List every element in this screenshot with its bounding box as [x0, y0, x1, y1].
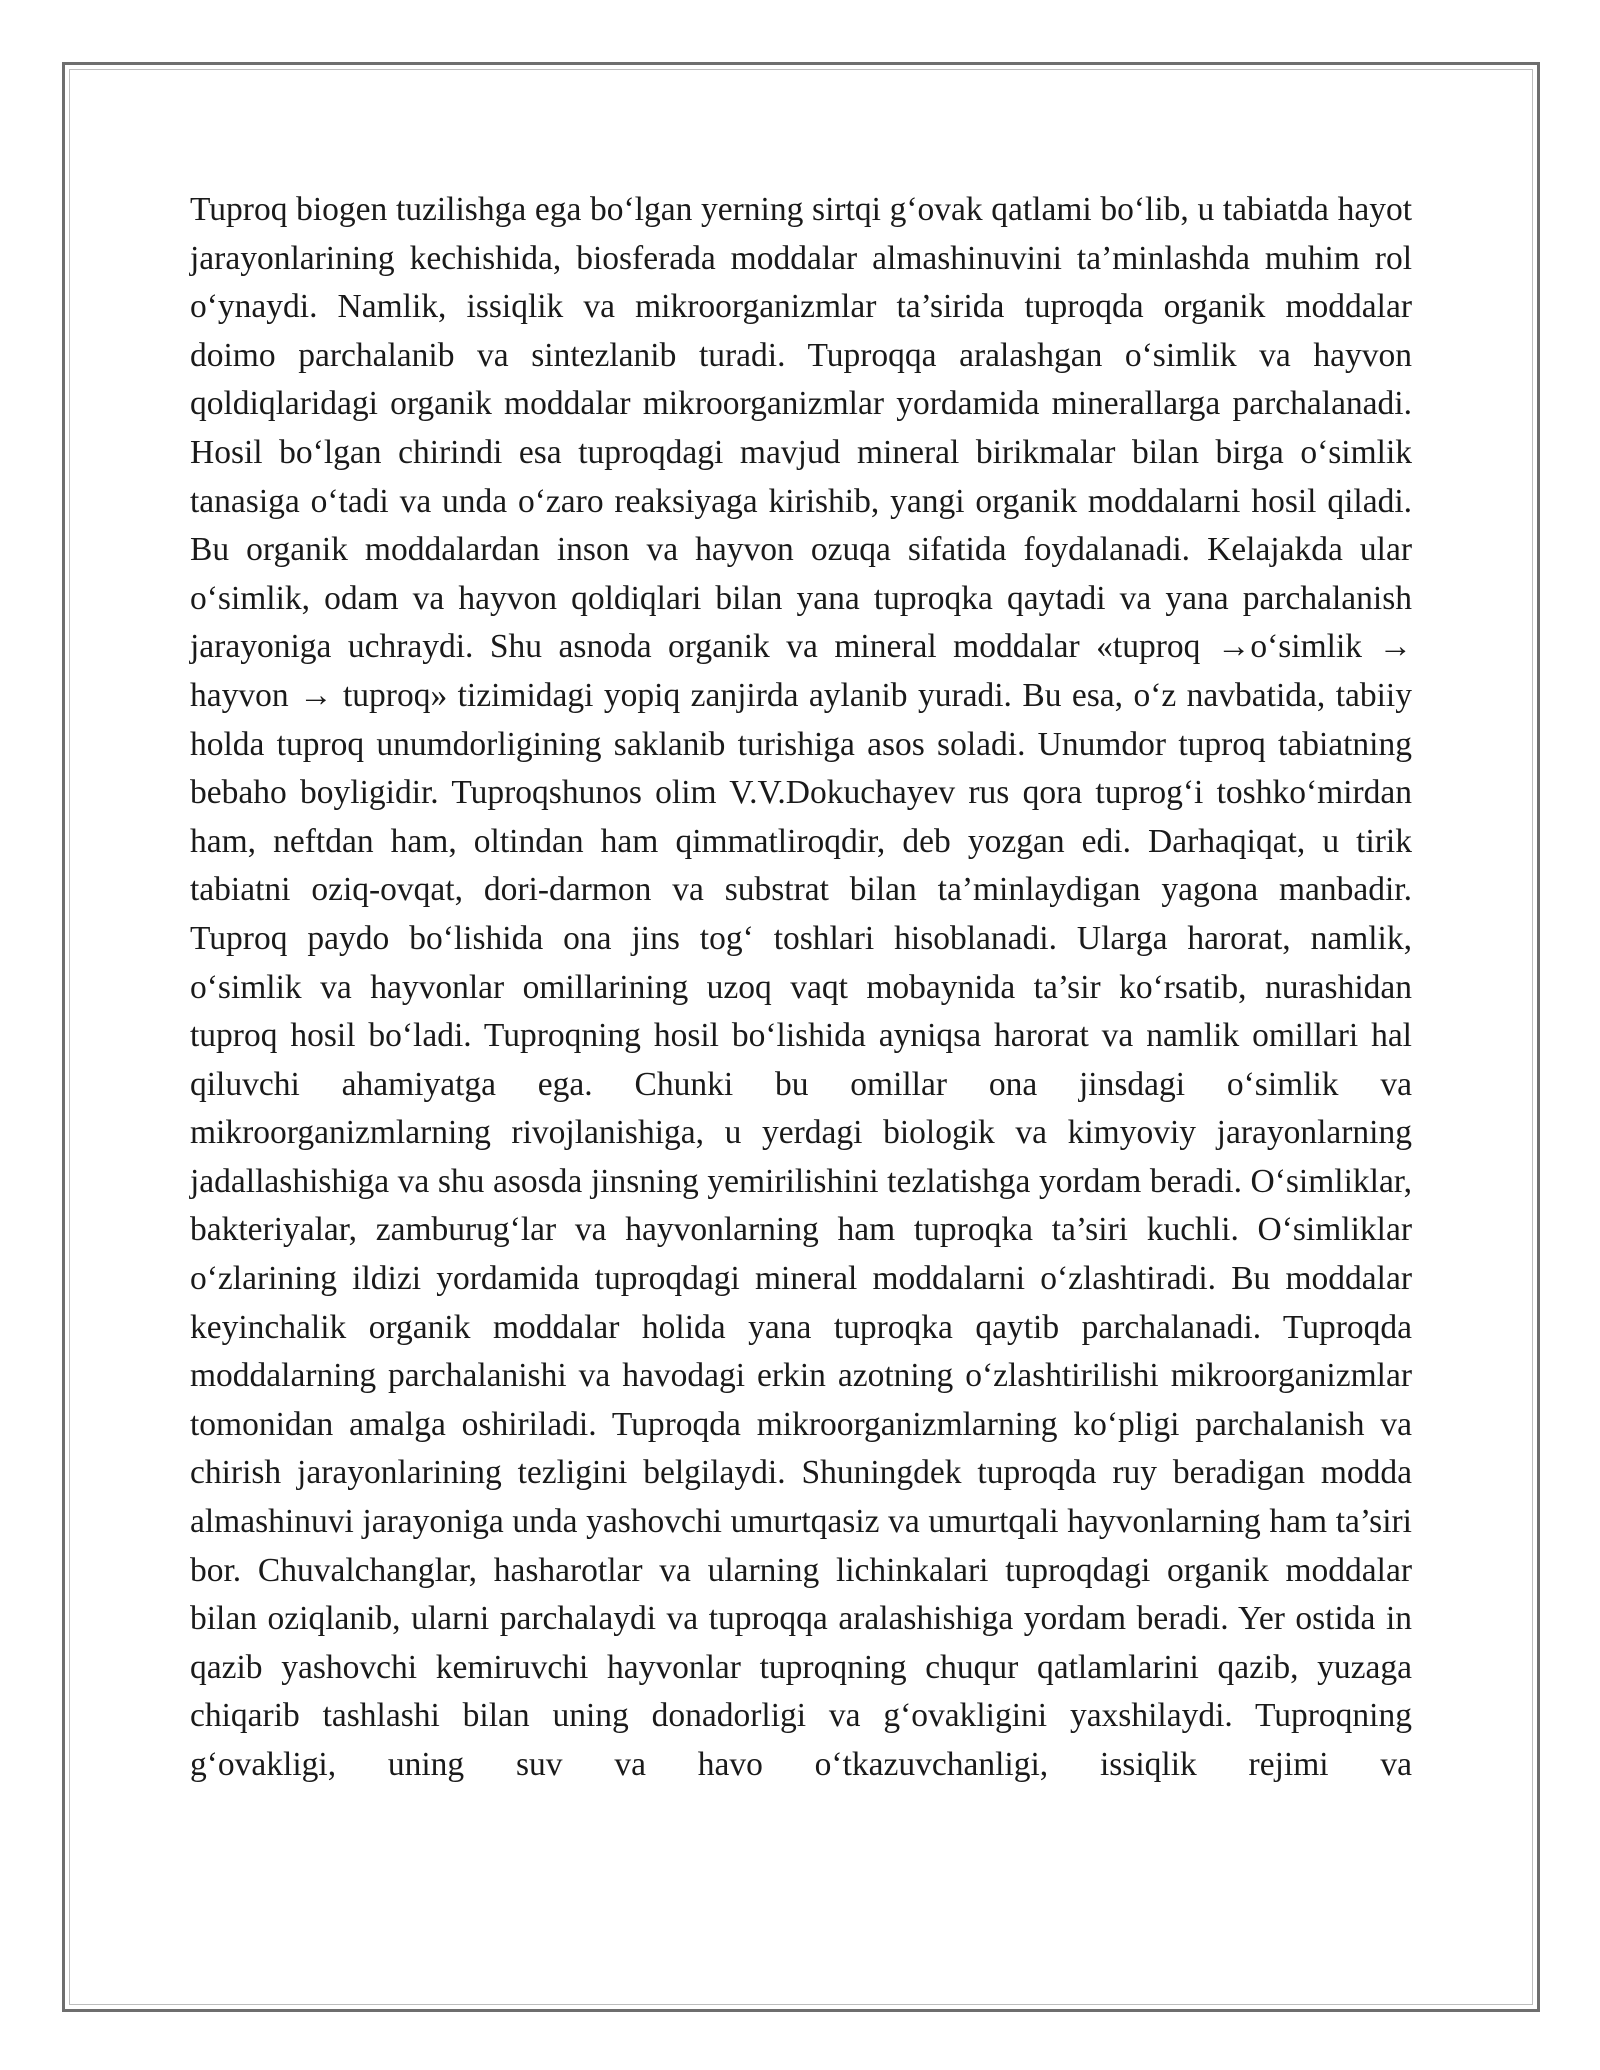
body-paragraph: Tuproq biogen tuzilishga ega boʻlgan yerning sirtqi gʻovak qatlami boʻlib, u tabiatda hayot jarayonlarining kechishida, biosferada moddalar almashinuvini ta’minlashda muhim rol oʻynaydi. Namlik, issiqlik va mikroorganizmlar ta’sirida tuproqda organik moddalar doimo parchalanib va sintezlanib turadi. Tuproqqa aralashgan oʻsimlik va hayvon qoldiqlaridagi organik moddalar mikroorganizmlar yordamida minerallarga parchalanadi. Hosil boʻlgan chirindi esa tuproqdagi mavjud mineral birikmalar bilan birga oʻsimlik tanasiga oʻtadi va unda oʻzaro reaksiyaga kirishib, yangi organik moddalarni hosil qiladi. Bu organik moddalardan inson va hayvon ozuqa sifatida foydalanadi. Kelajakda ular oʻsimlik, odam va hayvon qoldiqlari bilan yana tuproqka qaytadi va yana parchalanish jarayoniga uchraydi. Shu asnoda organik va mineral moddalar «tuproq →oʻsimlik → hayvon → tuproq» tizimidagi yopiq zanjirda aylanib yuradi. Bu esa, oʻz navbatida, tabiiy holda tuproq unumdorligining saklanib turishiga asos soladi. Unumdor tuproq tabiatning bebaho boyligidir. Tuproqshunos olim V.V.Dokuchayev rus qora tuprogʻi toshkoʻmirdan ham, neftdan ham, oltindan ham qimmatliroqdir, deb yozgan edi. Darhaqiqat, u tirik tabiatni oziq-ovqat, dori-darmon va substrat bilan ta’minlaydigan yagona manbadir. Tuproq paydo boʻlishida ona jins togʻ toshlari hisoblanadi. Ularga harorat, namlik, oʻsimlik va hayvonlar omillarining uzoq vaqt mobaynida ta’sir koʻrsatib, nurashidan tuproq hosil boʻladi. Tuproqning hosil boʻlishida ayniqsa harorat va namlik omillari hal qiluvchi ahamiyatga ega. Chunki bu omillar ona jinsdagi oʻsimlik va mikroorganizmlarning rivojlanishiga, u yerdagi biologik va kimyoviy jarayonlarning jadallashishiga va shu asosda jinsning yemirilishini tezlatishga yordam beradi. Oʻsimliklar, bakteriyalar, zamburugʻlar va hayvonlarning ham tuproqka ta’siri kuchli. Oʻsimliklar oʻzlarining ildizi yordamida tuproqdagi mineral moddalarni oʻzlashtiradi. Bu moddalar keyinchalik organik moddalar holida yana tuproqka qaytib parchalanadi. Tuproqda moddalarning parchalanishi va havodagi erkin azotning oʻzlashtirilishi mikroorganizmlar tomonidan amalga oshiriladi. Tuproqda mikroorganizmlarning koʻpligi parchalanish va chirish jarayonlarining tezligini belgilaydi. Shuningdek tuproqda ruy beradigan modda almashinuvi jarayoniga unda yashovchi umurtqasiz va umurtqali hayvonlarning ham ta’siri bor. Chuvalchanglar, hasharotlar va ularning lichinkalari tuproqdagi organik moddalar bilan oziqlanib, ularni parchalaydi va tuproqqa aralashishiga yordam beradi. Yer ostida in qazib yashovchi kemiruvchi hayvonlar tuproqning chuqur qatlamlarini qazib, yuzaga chiqarib tashlashi bilan uning donadorligi va gʻovakligini yaxshilaydi. Tuproqning gʻovakligi, uning suv va havo oʻtkazuvchanligi, issiqlik rejimi va — [190, 191, 1412, 1783]
